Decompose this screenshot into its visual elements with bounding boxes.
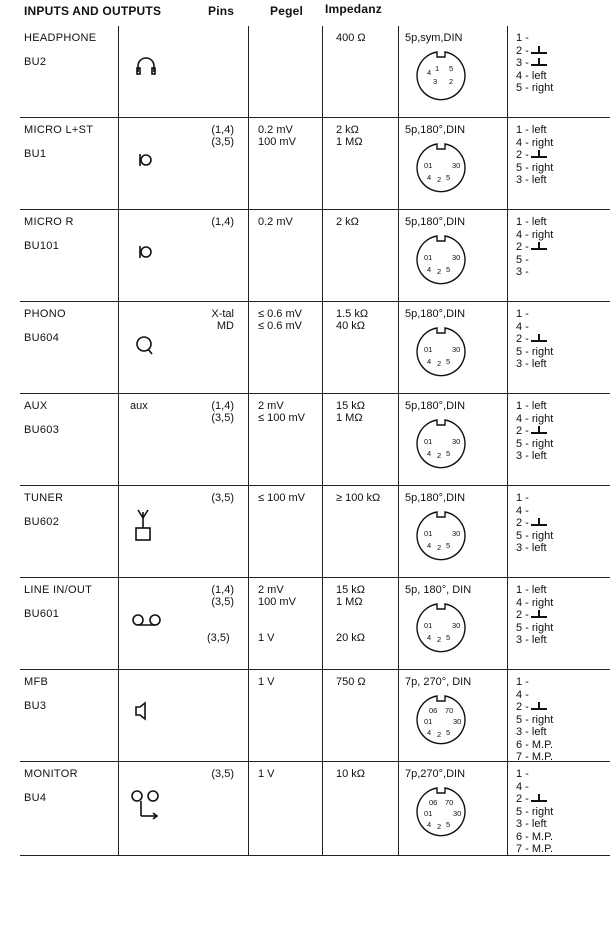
pin-assignment: 4 - — [516, 780, 529, 793]
pin-assignment: 2 - — [516, 333, 553, 346]
socket-name: TUNER — [24, 492, 64, 504]
pin-assignment-list — [516, 400, 553, 463]
din-pin-label: 30 — [452, 345, 461, 354]
ground-icon — [529, 334, 549, 344]
socket-name: MICRO L+ST — [24, 124, 94, 136]
table-row — [0, 210, 610, 302]
pegel-value: 0.2 mV — [258, 216, 293, 228]
ground-icon — [529, 46, 549, 56]
pin-assignment: 4 - right — [516, 228, 554, 241]
table-row — [0, 762, 610, 856]
pins-value: (3,5) — [211, 492, 234, 504]
din-connector — [413, 508, 469, 564]
connector-type: 5p,sym,DIN — [405, 32, 463, 44]
din-pin-label: 70 — [445, 798, 454, 807]
socket-id: BU602 — [24, 516, 60, 528]
pin-assignment: 3 - — [516, 57, 553, 70]
pin-assignment: 1 - left — [516, 124, 547, 136]
pins-value: (3,5) — [207, 632, 230, 644]
microphone-icon — [128, 138, 168, 178]
pin-assignment: 7 - M.P. — [516, 751, 554, 763]
socket-symbol — [128, 230, 168, 270]
din-pin-label: 5 — [446, 541, 451, 550]
pin-assignment: 2 - — [516, 793, 553, 806]
pin-assignment: 1 - — [516, 492, 529, 504]
din-connector — [413, 140, 469, 196]
din-connector — [413, 600, 469, 656]
din-pin-label: 30 — [452, 437, 461, 446]
pin-assignment: 3 - left — [516, 358, 547, 370]
pin-assignment-list — [516, 584, 553, 647]
din-pin-label: 3 — [433, 77, 438, 86]
pin-assignment: 1 - left — [516, 584, 547, 596]
socket-id: BU1 — [24, 148, 47, 160]
din-pin-label: 2 — [437, 730, 442, 739]
din-connector-diagram — [413, 140, 469, 196]
connector-type: 7p, 270°, DIN — [405, 676, 472, 688]
ground-icon — [529, 58, 549, 68]
din-connector — [413, 692, 469, 748]
column-header-impedanz: Impedanz — [325, 2, 382, 16]
pin-assignment: 5 - right — [516, 82, 554, 94]
headphone-icon — [128, 46, 168, 86]
pin-assignment: 3 - left — [516, 174, 547, 186]
table-row — [0, 118, 610, 210]
pins-value: (1,4) — [211, 216, 234, 228]
din-pin-label: 4 — [427, 449, 432, 458]
pin-assignment-list — [516, 216, 553, 279]
din-connector-diagram — [413, 324, 469, 380]
pin-assignment-list — [516, 492, 553, 555]
impedance-value: ≥ 100 kΩ — [336, 492, 381, 504]
din-pin-label: 4 — [427, 265, 432, 274]
ground-icon — [529, 518, 549, 528]
socket-symbol — [128, 782, 168, 822]
pin-assignment: 1 - — [516, 676, 529, 688]
pin-assignment-list — [516, 676, 553, 764]
din-pin-label: 4 — [427, 68, 432, 77]
pin-assignment: 1 - — [516, 768, 529, 780]
impedance-value: 15 kΩ 1 MΩ — [336, 584, 366, 608]
din-pin-label: 30 — [452, 253, 461, 262]
table-row — [0, 394, 610, 486]
pegel-value: ≤ 0.6 mV ≤ 0.6 mV — [258, 308, 302, 332]
pin-assignment: 2 - — [516, 241, 553, 254]
din-pin-label: 01 — [424, 437, 433, 446]
pin-assignment: 5 - right — [516, 437, 554, 450]
din-pin-label: 01 — [424, 253, 433, 262]
connector-type: 5p,180°,DIN — [405, 400, 466, 412]
pin-assignment: 3 - left — [516, 450, 547, 462]
speaker-icon — [128, 690, 168, 730]
din-pin-label: 2 — [437, 175, 442, 184]
connector-type: 5p,180°,DIN — [405, 492, 466, 504]
pegel-value: 1 V — [258, 768, 275, 780]
pin-assignment: 1 - — [516, 308, 529, 320]
din-pin-label: 30 — [453, 717, 462, 726]
pin-assignment: 2 - — [516, 45, 553, 58]
column-header-pins: Pins — [208, 4, 235, 18]
din-pin-label: 1 — [435, 64, 440, 73]
din-pin-label: 5 — [449, 64, 454, 73]
socket-name: MICRO R — [24, 216, 74, 228]
pin-assignment: 4 - — [516, 688, 529, 701]
pin-assignment: 2 - — [516, 149, 553, 162]
impedance-value: 15 kΩ 1 MΩ — [336, 400, 366, 424]
table-row — [0, 302, 610, 394]
pin-assignment: 6 - M.P. — [516, 830, 554, 843]
ground-icon — [529, 610, 549, 620]
pin-assignment: 5 - right — [516, 529, 554, 542]
table-row — [0, 486, 610, 578]
pegel-value: 1 V — [258, 632, 275, 644]
pin-assignment: 5 - right — [516, 805, 554, 818]
din-pin-label: 06 — [429, 706, 438, 715]
din-pin-label: 4 — [427, 820, 432, 829]
din-pin-label: 01 — [424, 345, 433, 354]
ground-icon — [529, 426, 549, 436]
pin-assignment: 5 - right — [516, 621, 554, 634]
din-connector — [413, 232, 469, 288]
socket-extra-label: aux — [130, 400, 148, 412]
socket-name: MFB — [24, 676, 49, 688]
pins-value: (3,5) — [211, 768, 234, 780]
pin-assignment: 1 - left — [516, 400, 547, 412]
impedance-value: 10 kΩ — [336, 768, 366, 780]
ground-icon — [529, 794, 549, 804]
din-pin-label: 5 — [446, 449, 451, 458]
din-connector-diagram — [413, 48, 469, 104]
phono-icon — [128, 322, 168, 362]
pin-assignment: 1 - left — [516, 216, 547, 228]
din-pin-label: 4 — [427, 728, 432, 737]
connector-type: 5p,180°,DIN — [405, 124, 466, 136]
socket-id: BU2 — [24, 56, 47, 68]
microphone-icon — [128, 230, 168, 270]
din-pin-label: 30 — [452, 161, 461, 170]
ground-icon — [529, 150, 549, 160]
din-pin-label: 4 — [427, 541, 432, 550]
impedance-value: 750 Ω — [336, 676, 366, 688]
din-pin-label: 4 — [427, 633, 432, 642]
pins-value: (1,4) (3,5) — [211, 400, 234, 424]
din-pin-label: 01 — [424, 161, 433, 170]
pegel-value: 0.2 mV 100 mV — [258, 124, 296, 148]
din-connector-diagram — [413, 232, 469, 288]
socket-name: LINE IN/OUT — [24, 584, 93, 596]
ground-icon — [529, 702, 549, 712]
pin-assignment: 3 - left — [516, 818, 547, 830]
pegel-value: 1 V — [258, 676, 275, 688]
socket-symbol — [128, 322, 168, 362]
pin-assignment: 3 - left — [516, 634, 547, 646]
pin-assignment: 1 - — [516, 32, 529, 44]
din-connector — [413, 784, 469, 840]
table-row — [0, 578, 610, 670]
pin-assignment: 3 - — [516, 266, 529, 278]
pin-assignment: 4 - left — [516, 69, 547, 82]
pin-assignment-list — [516, 768, 553, 856]
pins-value: X-tal MD — [211, 308, 234, 332]
socket-id: BU4 — [24, 792, 47, 804]
din-pin-label: 5 — [446, 633, 451, 642]
socket-symbol — [128, 506, 168, 546]
din-connector — [413, 416, 469, 472]
socket-name: HEADPHONE — [24, 32, 97, 44]
pin-assignment: 2 - — [516, 425, 553, 438]
socket-symbol — [128, 598, 168, 638]
din-pin-label: 30 — [452, 529, 461, 538]
din-pin-label: 01 — [424, 621, 433, 630]
impedance-value: 400 Ω — [336, 32, 366, 44]
page-title: INPUTS AND OUTPUTS — [24, 4, 162, 18]
din-connector — [413, 48, 469, 104]
din-pin-label: 2 — [437, 543, 442, 552]
tape-icon — [128, 598, 168, 638]
pin-assignment: 3 - left — [516, 542, 547, 554]
din-pin-label: 2 — [437, 267, 442, 276]
din-connector-diagram — [413, 600, 469, 656]
pin-assignment: 2 - — [516, 517, 553, 530]
socket-id: BU604 — [24, 332, 60, 344]
din-pin-label: 01 — [424, 809, 433, 818]
din-pin-label: 5 — [446, 173, 451, 182]
din-pin-label: 01 — [424, 529, 433, 538]
socket-symbol — [128, 690, 168, 730]
pin-assignment: 5 - right — [516, 345, 554, 358]
pins-value: (1,4) (3,5) — [211, 584, 234, 608]
pegel-value: ≤ 100 mV — [258, 492, 306, 504]
connector-type: 5p, 180°, DIN — [405, 584, 472, 596]
socket-name: MONITOR — [24, 768, 78, 780]
socket-id: BU603 — [24, 424, 60, 436]
din-connector-diagram — [413, 784, 469, 840]
antenna-icon — [128, 506, 168, 546]
din-pin-label: 5 — [446, 357, 451, 366]
impedance-value: 2 kΩ 1 MΩ — [336, 124, 363, 148]
pin-assignment: 4 - right — [516, 136, 554, 149]
socket-name: PHONO — [24, 308, 66, 320]
socket-id: BU3 — [24, 700, 47, 712]
din-pin-label: 2 — [437, 359, 442, 368]
pin-assignment: 5 - — [516, 253, 529, 266]
din-pin-label: 2 — [437, 822, 442, 831]
din-pin-label: 2 — [437, 451, 442, 460]
din-pin-label: 06 — [429, 798, 438, 807]
pin-assignment: 7 - M.P. — [516, 843, 554, 855]
impedance-value: 1.5 kΩ 40 kΩ — [336, 308, 369, 332]
din-pin-label: 5 — [446, 265, 451, 274]
connector-type: 5p,180°,DIN — [405, 216, 466, 228]
pin-assignment-list — [516, 308, 553, 371]
table-row — [0, 26, 610, 118]
din-pin-label: 2 — [437, 635, 442, 644]
din-connector-diagram — [413, 416, 469, 472]
pins-value: (1,4) (3,5) — [211, 124, 234, 148]
din-connector-diagram — [413, 692, 469, 748]
pin-assignment-list — [516, 32, 553, 95]
pin-assignment: 4 - — [516, 504, 529, 517]
impedance-value: 20 kΩ — [336, 632, 366, 644]
pin-assignment: 2 - — [516, 701, 553, 714]
connector-type: 7p,270°,DIN — [405, 768, 466, 780]
din-pin-label: 5 — [446, 728, 451, 737]
din-pin-label: 70 — [445, 706, 454, 715]
pin-assignment: 5 - right — [516, 161, 554, 174]
pin-assignment: 4 - right — [516, 596, 554, 609]
pin-assignment: 6 - M.P. — [516, 738, 554, 751]
socket-symbol — [128, 46, 168, 86]
pin-assignment: 4 - right — [516, 412, 554, 425]
pin-assignment: 2 - — [516, 609, 553, 622]
pin-assignment: 3 - left — [516, 726, 547, 738]
din-pin-label: 01 — [424, 717, 433, 726]
din-pin-label: 4 — [427, 173, 432, 182]
monitor-tape-icon — [128, 782, 168, 822]
pegel-value: 2 mV ≤ 100 mV — [258, 400, 306, 424]
socket-symbol — [128, 138, 168, 178]
socket-id: BU101 — [24, 240, 60, 252]
ground-icon — [529, 242, 549, 252]
din-pin-label: 4 — [427, 357, 432, 366]
din-pin-label: 2 — [449, 77, 454, 86]
socket-name: AUX — [24, 400, 48, 412]
pin-assignment: 5 - right — [516, 713, 554, 726]
pegel-value: 2 mV 100 mV — [258, 584, 296, 608]
din-pin-label: 30 — [452, 621, 461, 630]
din-connector — [413, 324, 469, 380]
table-row — [0, 670, 610, 762]
connector-type: 5p,180°,DIN — [405, 308, 466, 320]
column-header-pegel: Pegel — [270, 4, 304, 18]
din-pin-label: 5 — [446, 820, 451, 829]
impedance-value: 2 kΩ — [336, 216, 359, 228]
din-pin-label: 30 — [453, 809, 462, 818]
pin-assignment-list — [516, 124, 553, 187]
din-connector-diagram — [413, 508, 469, 564]
pin-assignment: 4 - — [516, 320, 529, 333]
socket-id: BU601 — [24, 608, 60, 620]
